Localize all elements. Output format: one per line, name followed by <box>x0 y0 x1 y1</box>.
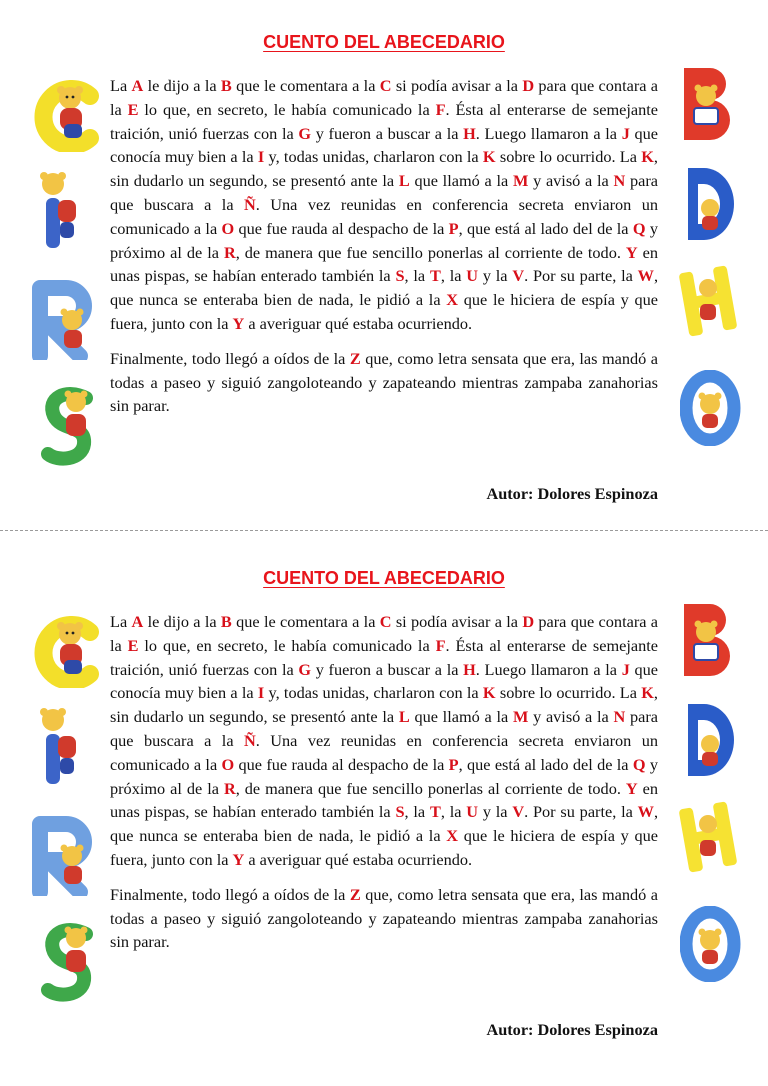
story-text: . Luego llamaron a la <box>475 659 622 679</box>
story-paragraph <box>110 347 658 418</box>
story-text: que le hiciera de espía y que fuera, junto con la <box>110 826 658 869</box>
story-text: Finalmente, todo llegó a oídos de la <box>110 884 350 904</box>
letter-s-bear-illustration <box>36 384 106 468</box>
highlighted-letter: Y <box>625 778 638 798</box>
highlighted-letter: I <box>257 147 265 167</box>
story-body <box>110 74 658 418</box>
highlighted-letter: L <box>398 707 410 727</box>
letter-r-bear-illustration <box>26 280 102 360</box>
story-text: . Por su parte, la <box>524 802 638 822</box>
highlighted-letter: W <box>637 266 654 286</box>
highlighted-letter: B <box>220 76 232 95</box>
story-text: para que buscara a la <box>110 171 659 214</box>
letter-i-bear-illustration <box>36 170 86 252</box>
story-text: lo que, en secreto, le había comunicado la <box>138 99 436 119</box>
letter-c-bear-illustration <box>32 616 102 688</box>
highlighted-letter: O <box>221 218 235 238</box>
story-text: para que buscara a la <box>110 707 659 750</box>
story-text: . Una vez reunidas en conferencia secreta enviaron un comunicado a la <box>110 730 658 774</box>
story-section-2 <box>0 536 768 1076</box>
letter-b-bear-illustration <box>676 598 736 682</box>
story-text: en unas pispas, se habían enterado también la <box>110 778 658 822</box>
story-text: que fue rauda al despacho de la <box>234 218 449 238</box>
highlighted-letter: P <box>448 754 459 774</box>
highlighted-letter: X <box>446 290 459 310</box>
story-text: que conocía muy bien a la <box>110 659 659 703</box>
story-text: que, como letra sensata que era, las mandó a todas a paseo y siguió zangoloteando y zapateando mientras zampaba zanahorias sin parar. <box>110 884 658 952</box>
story-author: Autor: Dolores Espinoza <box>486 484 658 503</box>
highlighted-letter: F <box>435 635 446 655</box>
highlighted-letter: K <box>641 147 654 167</box>
highlighted-letter: J <box>621 659 630 679</box>
highlighted-letter: K <box>482 683 496 703</box>
highlighted-letter: C <box>379 612 392 631</box>
letter-b-bear-illustration <box>676 62 736 146</box>
story-body <box>110 610 658 954</box>
story-text: y próximo al de la <box>110 754 658 798</box>
highlighted-letter: M <box>512 707 529 727</box>
story-text: , la <box>440 802 467 822</box>
highlighted-letter: V <box>512 802 525 822</box>
story-paragraph <box>110 610 658 872</box>
story-text: para que contara a la <box>110 76 659 119</box>
highlighted-letter: K <box>641 683 654 703</box>
story-text: y la <box>478 802 513 822</box>
story-text: . Ésta al enterarse de semejante traición, unió fuerzas con la <box>110 99 658 143</box>
story-text: , de manera que fue sencillo ponerlas al corriente de todo. <box>235 778 626 798</box>
highlighted-letter: Y <box>232 849 245 869</box>
story-title: CUENTO DEL ABECEDARIO <box>263 32 505 52</box>
story-text: La <box>110 612 132 631</box>
highlighted-letter: E <box>127 99 139 119</box>
story-text: , sin dudarlo un segundo, se presentó ante la <box>110 683 658 727</box>
highlighted-letter: Z <box>349 884 361 904</box>
highlighted-letter: H <box>463 659 476 679</box>
story-text: y avisó a la <box>528 707 614 727</box>
highlighted-letter: R <box>223 242 236 262</box>
highlighted-letter: Ñ <box>244 194 256 214</box>
highlighted-letter: A <box>131 612 144 631</box>
story-author: Autor: Dolores Espinoza <box>486 1020 658 1039</box>
story-text: y, todas unidas, charlaron con la <box>264 683 483 703</box>
story-text: y fueron a buscar a la <box>311 123 464 143</box>
story-text: que le comentara a la <box>231 612 380 631</box>
story-text: . Por su parte, la <box>524 266 638 286</box>
highlighted-letter: N <box>613 171 626 191</box>
story-text: y fueron a buscar a la <box>311 659 464 679</box>
story-text: que llamó a la <box>409 707 513 727</box>
letter-h-bear-illustration <box>678 798 740 876</box>
story-text: le dijo a la <box>143 612 221 631</box>
letter-o-bear-illustration <box>680 906 742 982</box>
letter-c-bear-illustration <box>32 80 102 152</box>
story-text: para que contara a la <box>110 612 659 655</box>
highlighted-letter: W <box>637 802 654 822</box>
highlighted-letter: U <box>466 802 479 822</box>
highlighted-letter: V <box>512 266 525 286</box>
highlighted-letter: B <box>220 612 232 631</box>
story-paragraph <box>110 74 658 336</box>
highlighted-letter: N <box>613 707 626 727</box>
highlighted-letter: P <box>448 218 459 238</box>
highlighted-letter: G <box>298 659 312 679</box>
story-text: , que nunca se enteraba bien de nada, le pidió a la <box>110 266 659 310</box>
story-text: La <box>110 76 132 95</box>
highlighted-letter: T <box>429 802 441 822</box>
letter-s-bear-illustration <box>36 920 106 1004</box>
highlighted-letter: S <box>395 266 405 286</box>
highlighted-letter: Ñ <box>244 730 256 750</box>
story-text: y la <box>478 266 513 286</box>
story-text: que fue rauda al despacho de la <box>234 754 449 774</box>
letter-d-bear-illustration <box>680 162 740 246</box>
story-text: sobre lo ocurrido. La <box>495 147 642 167</box>
story-text: , la <box>404 266 430 286</box>
story-text: que le hiciera de espía y que fuera, junto con la <box>110 290 658 333</box>
story-text: , que está al lado del de la <box>458 218 633 238</box>
story-text: , la <box>440 266 467 286</box>
highlighted-letter: R <box>223 778 236 798</box>
letter-r-bear-illustration <box>26 816 102 896</box>
story-text: que le comentara a la <box>231 76 380 95</box>
highlighted-letter: U <box>466 266 479 286</box>
letter-i-bear-illustration <box>36 706 86 788</box>
story-text: que conocía muy bien a la <box>110 123 659 167</box>
highlighted-letter: I <box>257 683 265 703</box>
highlighted-letter: F <box>435 99 446 119</box>
highlighted-letter: X <box>446 826 459 846</box>
cut-line-divider <box>0 530 768 531</box>
story-text: y próximo al de la <box>110 218 658 262</box>
highlighted-letter: A <box>131 76 144 95</box>
highlighted-letter: E <box>127 635 139 655</box>
story-text: que, como letra sensata que era, las mandó a todas a paseo y siguió zangoloteando y zapateando mientras zampaba zanahorias sin parar. <box>110 348 658 416</box>
highlighted-letter: O <box>221 754 235 774</box>
story-text: . Una vez reunidas en conferencia secreta enviaron un comunicado a la <box>110 194 658 238</box>
highlighted-letter: Q <box>632 218 646 238</box>
story-text: que llamó a la <box>409 171 513 191</box>
story-text: . Ésta al enterarse de semejante traición, unió fuerzas con la <box>110 635 658 679</box>
letter-o-bear-illustration <box>680 370 742 446</box>
story-text: , que está al lado del de la <box>458 754 633 774</box>
highlighted-letter: J <box>621 123 630 143</box>
highlighted-letter: Z <box>349 348 361 368</box>
story-text: y avisó a la <box>528 171 614 191</box>
story-text: si podía avisar a la <box>391 612 523 631</box>
highlighted-letter: D <box>522 612 535 631</box>
highlighted-letter: C <box>379 76 392 95</box>
highlighted-letter: Q <box>632 754 646 774</box>
highlighted-letter: H <box>463 123 476 143</box>
story-text: Finalmente, todo llegó a oídos de la <box>110 348 350 368</box>
story-paragraph <box>110 883 658 954</box>
highlighted-letter: S <box>395 802 405 822</box>
story-text: a averiguar qué estaba ocurriendo. <box>244 313 473 333</box>
highlighted-letter: T <box>429 266 441 286</box>
story-text: si podía avisar a la <box>391 76 523 95</box>
story-text: lo que, en secreto, le había comunicado la <box>138 635 436 655</box>
story-text: , la <box>404 802 430 822</box>
story-title: CUENTO DEL ABECEDARIO <box>263 568 505 588</box>
story-text: , de manera que fue sencillo ponerlas al corriente de todo. <box>235 242 626 262</box>
highlighted-letter: D <box>522 76 535 95</box>
story-section-1 <box>0 0 768 540</box>
story-text: , sin dudarlo un segundo, se presentó ante la <box>110 147 658 191</box>
story-text: sobre lo ocurrido. La <box>495 683 642 703</box>
story-text: le dijo a la <box>143 76 221 95</box>
story-text: y, todas unidas, charlaron con la <box>264 147 483 167</box>
letter-d-bear-illustration <box>680 698 740 782</box>
story-text: . Luego llamaron a la <box>475 123 622 143</box>
letter-h-bear-illustration <box>678 262 740 340</box>
story-text: en unas pispas, se habían enterado también la <box>110 242 658 286</box>
story-text: , que nunca se enteraba bien de nada, le pidió a la <box>110 802 659 846</box>
highlighted-letter: G <box>298 123 312 143</box>
highlighted-letter: K <box>482 147 496 167</box>
highlighted-letter: L <box>398 171 410 191</box>
highlighted-letter: Y <box>625 242 638 262</box>
story-text: a averiguar qué estaba ocurriendo. <box>244 849 473 869</box>
highlighted-letter: Y <box>232 313 245 333</box>
highlighted-letter: M <box>512 171 529 191</box>
